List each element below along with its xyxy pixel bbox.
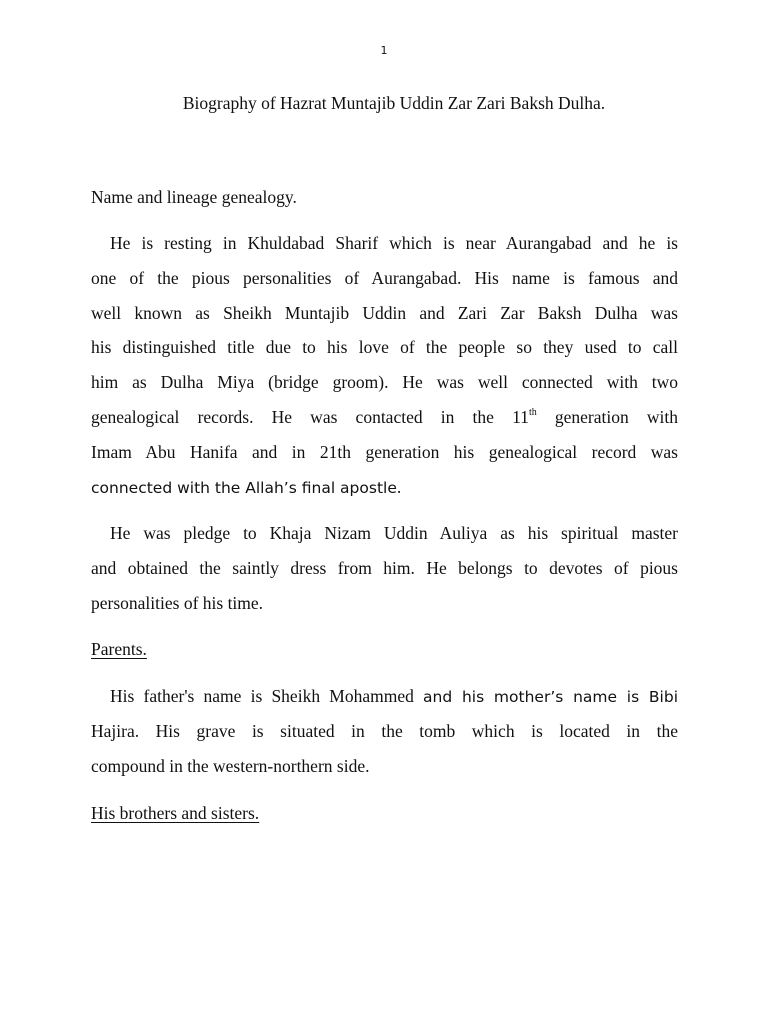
text-line: personalities of his time. <box>91 592 264 613</box>
section-heading-lineage: Name and lineage genealogy. <box>91 187 297 207</box>
heading-text: Parents. <box>91 639 147 659</box>
paragraph-lineage-2 <box>91 516 678 620</box>
text-line: his distinguished title due to his love of the people so they used to call <box>91 337 678 358</box>
text-line: him as Dulha Miya (bridge groom). He was well connected with two <box>91 372 678 393</box>
text-line: one of the pious personalities of Aurangabad. His name is famous and <box>91 267 678 288</box>
text-line: well known as Sheikh Muntajib Uddin and Zari Zar Baksh Dulha was <box>91 302 678 323</box>
paragraph-lineage-1 <box>91 226 678 504</box>
section-heading-siblings <box>91 801 259 825</box>
text-line: He was pledge to Khaja Nizam Uddin Auliya as his spiritual master <box>110 523 678 543</box>
text-fragment: His father's name is Sheikh Mohammed <box>110 686 424 706</box>
text-line <box>91 400 678 435</box>
heading-text: His brothers and sisters. <box>91 803 260 823</box>
ordinal-superscript: th <box>528 406 537 418</box>
text-line: Imam Abu Hanifa and in 21th generation his genealogical record was <box>91 441 678 462</box>
page-number: 1 <box>380 44 388 57</box>
document-title: Biography of Hazrat Muntajib Uddin Zar Zari Baksh Dulha. <box>182 93 606 113</box>
text-fragment: generation with <box>536 406 679 427</box>
text-line: He is resting in Khuldabad Sharif which is near Aurangabad and he is <box>110 233 678 253</box>
paragraph-parents <box>91 679 678 783</box>
text-line: compound in the western-northern side. <box>91 755 370 776</box>
text-line: Hajira. His grave is situated in the tomb which is located in the <box>91 720 678 741</box>
text-fragment-sans: connected with the Allah’s final apostle <box>91 478 397 497</box>
text-line <box>91 679 678 714</box>
text-fragment-sans: and his mother’s name is Bibi <box>423 688 679 706</box>
text-line: and obtained the saintly dress from him. He belongs to devotes of pious <box>91 557 678 578</box>
text-line <box>91 470 678 505</box>
text-fragment: genealogical records. He was contacted in the 11 <box>91 406 529 427</box>
section-heading-parents <box>91 637 147 661</box>
text-fragment: . <box>396 476 402 497</box>
